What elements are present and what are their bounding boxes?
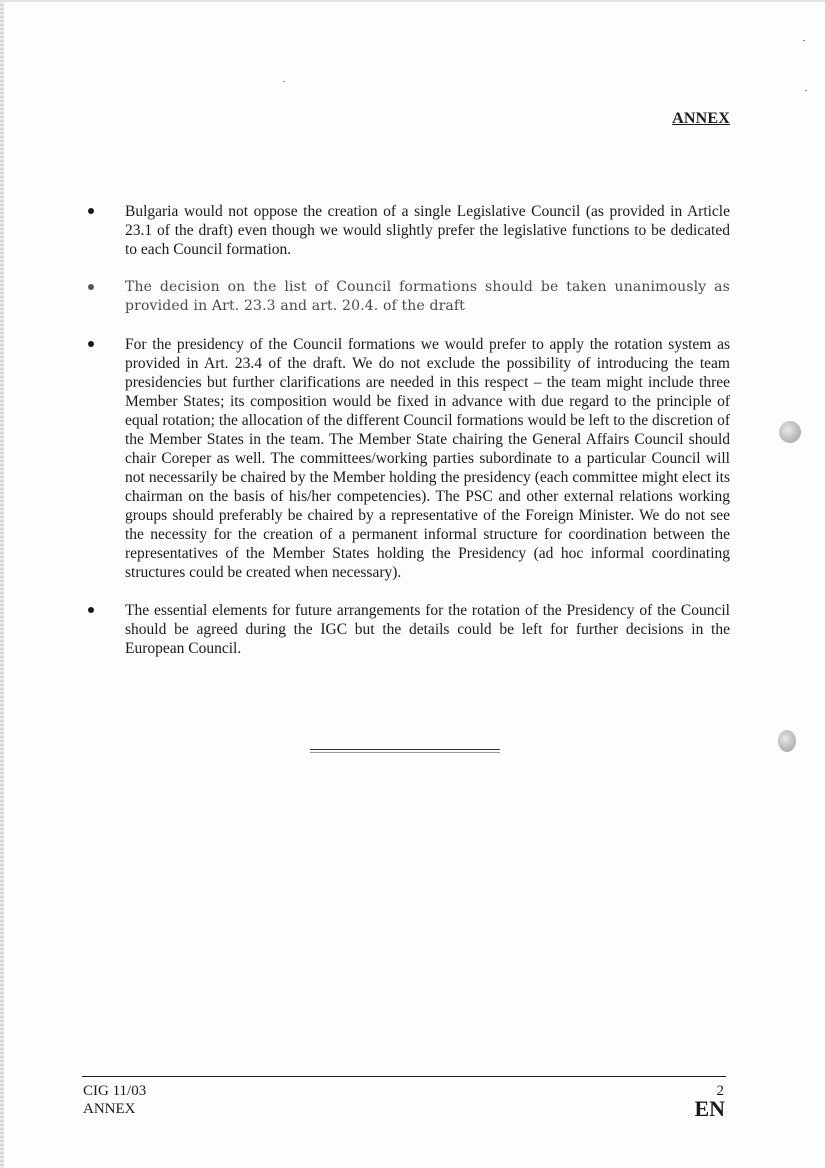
bullet-list — [88, 202, 730, 677]
footer-language-code: EN — [694, 1096, 725, 1121]
bullet-icon — [88, 208, 94, 214]
punch-hole — [778, 730, 796, 752]
scan-edge-left — [0, 0, 4, 1168]
bullet-item-presidency-rotation — [88, 335, 730, 582]
scan-speck — [803, 40, 805, 41]
footer-section-label: ANNEX — [83, 1101, 136, 1117]
bullet-item-legislative-council — [88, 202, 730, 259]
bullet-text: Bulgaria would not oppose the creation of a single Legislative Council (as provided in Article 23.1 of the draft) even though we would slightly prefer the legislative functions to be dedicated to each Council formation. — [125, 203, 730, 258]
scan-speck — [805, 90, 807, 91]
bullet-icon — [88, 607, 94, 613]
bullet-text: The decision on the list of Council formations should be taken unanimously as provided in Art. 23.3 and art. 20.4. of the draft — [125, 279, 730, 314]
scan-edge-top — [0, 0, 825, 2]
footer-page-number: 2 — [716, 1083, 724, 1099]
bullet-text: For the presidency of the Council formations we would prefer to apply the rotation system as provided in Art. 23.4 of the draft. We do not exclude the possibility of introducing the team presidencies but further clarifications are needed in this respect – the team might include three Member States; its composition would be fixed in advance with due regard to the principle of equal rotation; the allocation of the different Council formations would be left to the discretion of the Member States in the team. The Member State chairing the General Affairs Council should chair Coreper as well. The committees/working parties subordinate to a particular Council will not necessarily be chaired by the Member holding the presidency (each committee might elect its chairman on the basis of his/her competencies). The PSC and other external relations working groups should preferably be chaired by a representative of the Foreign Minister. We do not see the necessity for the creation of a permanent informal structure for coordination between the representatives of the Member States holding the Presidency (ad hoc informal coordinating structures could be created when necessary). — [125, 336, 730, 581]
footer-rule — [82, 1076, 726, 1077]
end-of-text-rule — [310, 749, 500, 753]
annex-heading: ANNEX — [672, 110, 730, 127]
bullet-icon — [88, 284, 94, 290]
bullet-icon — [88, 341, 94, 347]
bullet-item-igc-arrangements — [88, 601, 730, 658]
punch-hole — [779, 421, 801, 443]
bullet-text: The essential elements for future arrangements for the rotation of the Presidency of the Council should be agreed during the IGC but the details could be left for further decisions in the European Council. — [125, 602, 730, 657]
scan-speck — [283, 81, 285, 82]
footer-document-reference: CIG 11/03 — [83, 1083, 147, 1099]
bullet-item-council-formations — [88, 278, 730, 316]
